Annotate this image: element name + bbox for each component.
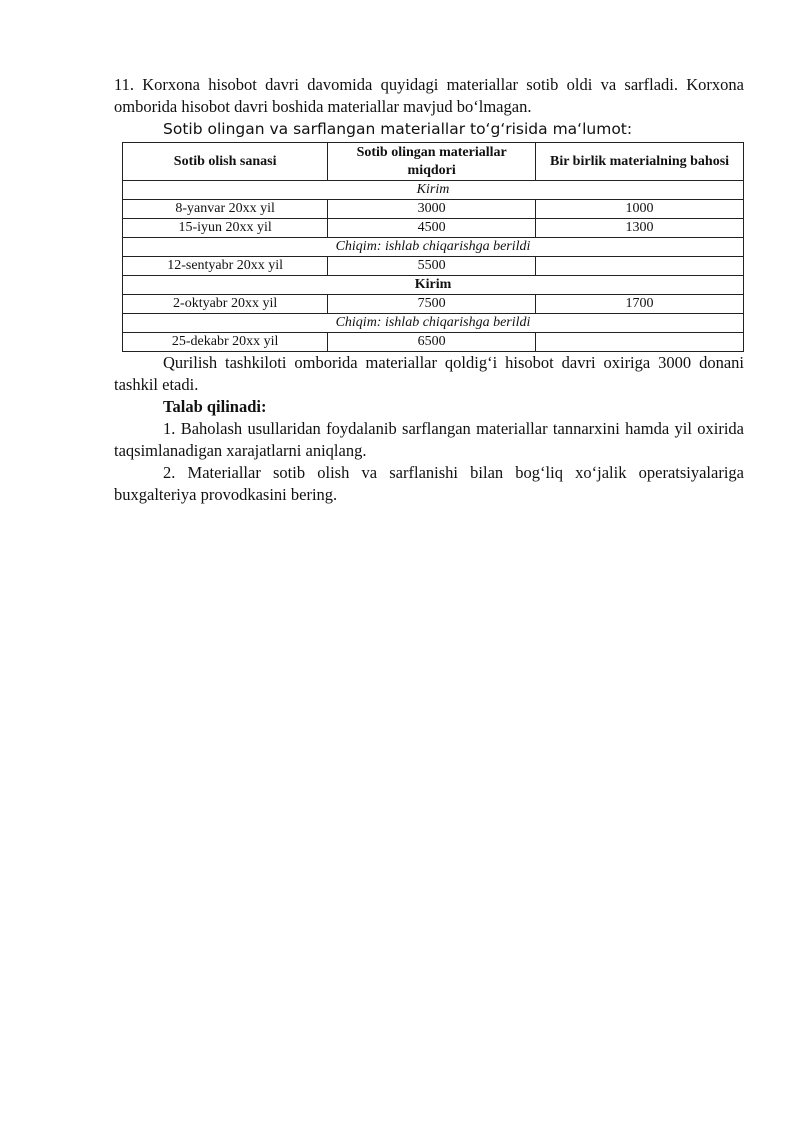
remaining-balance-text: Qurilish tashkiloti omborida materiallar qoldig‘i hisobot davri oxiriga 3000 donani tashkil etadi.	[114, 353, 744, 394]
cell-date: 12-sentyabr 20xx yil	[123, 257, 328, 276]
materials-table	[122, 142, 744, 352]
section-label: Kirim	[123, 181, 744, 200]
cell-price: 1300	[536, 219, 744, 238]
header-unit-price: Bir birlik materialning bahosi	[536, 143, 744, 181]
table-header-row	[123, 143, 744, 181]
section-row	[123, 181, 744, 200]
table-row	[123, 295, 744, 314]
cell-quantity: 4500	[328, 219, 536, 238]
cell-date: 8-yanvar 20xx yil	[123, 200, 328, 219]
cell-price: 1000	[536, 200, 744, 219]
cell-price	[536, 257, 744, 276]
cell-quantity: 5500	[328, 257, 536, 276]
table-row	[123, 200, 744, 219]
section-row	[123, 276, 744, 295]
problem-statement: 11. Korxona hisobot davri davomida quyidagi materiallar sotib oldi va sarfladi. Korxona omborida hisobot davri boshida materiallar mavjud bo‘lmagan.	[114, 75, 744, 116]
header-quantity: Sotib olingan materiallar miqdori	[328, 143, 536, 181]
table-row	[123, 219, 744, 238]
cell-date: 15-iyun 20xx yil	[123, 219, 328, 238]
cell-quantity: 6500	[328, 333, 536, 352]
table-caption: Sotib olingan va sarflangan materiallar to‘g‘risida ma‘lumot:	[163, 120, 633, 138]
section-label: Chiqim: ishlab chiqarishga berildi	[123, 314, 744, 333]
document-page	[114, 74, 744, 506]
task-2: 2. Materiallar sotib olish va sarflanishi bilan bog‘liq xo‘jalik operatsiyalariga buxgalteriya provodkasini bering.	[114, 463, 744, 504]
task-1: 1. Baholash usullaridan foydalanib sarflangan materiallar tannarxini hamda yil oxirida taqsimlanadigan xarajatlarni aniqlang.	[114, 419, 744, 460]
cell-quantity: 3000	[328, 200, 536, 219]
cell-price: 1700	[536, 295, 744, 314]
cell-price	[536, 333, 744, 352]
cell-date: 25-dekabr 20xx yil	[123, 333, 328, 352]
header-purchase-date: Sotib olish sanasi	[123, 143, 328, 181]
section-row	[123, 314, 744, 333]
section-label: Chiqim: ishlab chiqarishga berildi	[123, 238, 744, 257]
section-row	[123, 238, 744, 257]
section-label: Kirim	[123, 276, 744, 295]
table-row	[123, 257, 744, 276]
requirements-heading: Talab qilinadi:	[163, 397, 267, 416]
cell-date: 2-oktyabr 20xx yil	[123, 295, 328, 314]
cell-quantity: 7500	[328, 295, 536, 314]
table-row	[123, 333, 744, 352]
